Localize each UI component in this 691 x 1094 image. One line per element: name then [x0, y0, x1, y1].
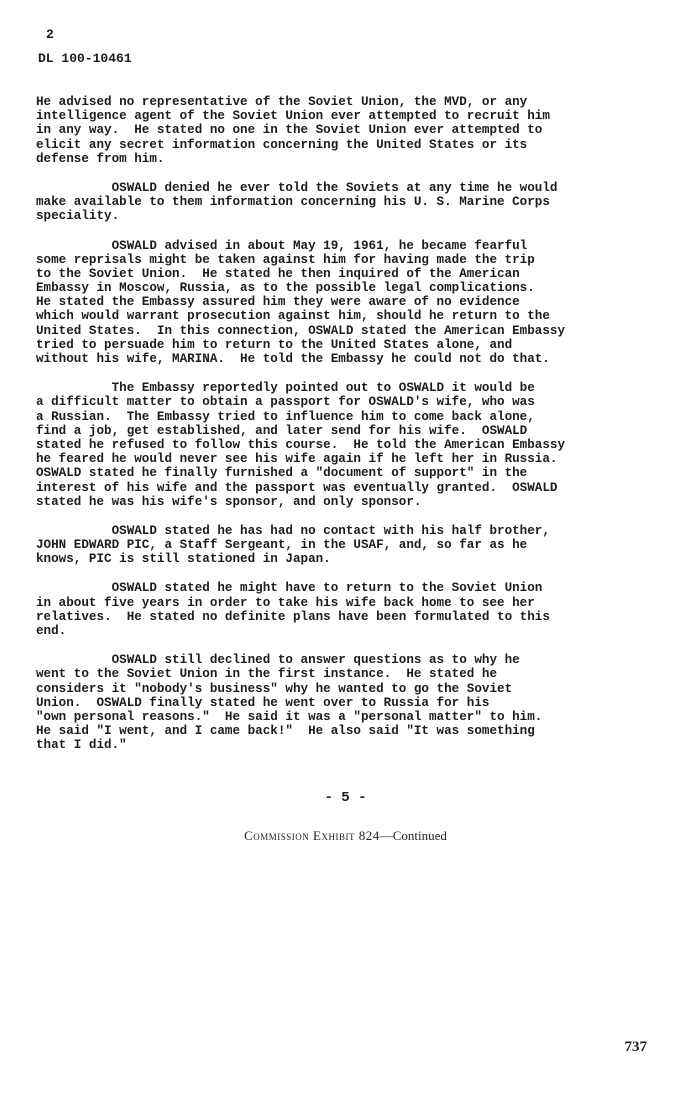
text-line: defense from him. — [36, 151, 165, 166]
paragraph — [36, 95, 656, 166]
text-line: that I did." — [36, 738, 127, 753]
text-line: in any way. He stated no one in the Soviet Union ever attempted to — [36, 123, 543, 138]
text-line: considers it "nobody's business" why he wanted to go the Soviet — [36, 681, 513, 696]
text-line: end. — [36, 624, 67, 638]
text-line: interest of his wife and the passport was eventually granted. OSWALD — [36, 480, 558, 495]
text-line: "own personal reasons." He said it was a "personal matter" to him. — [36, 709, 543, 724]
text-line: He stated the Embassy assured him they were aware of no evidence — [36, 295, 520, 310]
text-line: stated he refused to follow this course. He told the American Embassy — [36, 437, 566, 452]
exhibit-caption-suffix: —Continued — [379, 828, 447, 843]
text-line: some reprisals might be taken against him for having made the trip — [36, 252, 535, 267]
text-line: went to the Soviet Union in the first instance. He stated he — [36, 667, 498, 682]
text-line: relatives. He stated no definite plans have been formulated to this — [36, 609, 550, 624]
text-line: He advised no representative of the Soviet Union, the MVD, or any — [36, 95, 528, 109]
text-line: without his wife, MARINA. He told the Embassy he could not do that. — [36, 352, 550, 366]
text-line: OSWALD denied he ever told the Soviets at any time he would — [36, 180, 558, 195]
paragraph — [36, 381, 656, 509]
page-number-header: 2 — [46, 27, 54, 42]
text-line: Union. OSWALD finally stated he went over to Russia for his — [36, 695, 490, 710]
text-line: JOHN EDWARD PIC, a Staff Sergeant, in the USAF, and, so far as he — [36, 538, 528, 553]
text-line: OSWALD advised in about May 19, 1961, he became fearful — [36, 238, 528, 253]
paragraph — [36, 239, 656, 367]
text-line: a Russian. The Embassy tried to influence him to come back alone, — [36, 409, 535, 424]
paragraph — [36, 181, 656, 224]
text-line: a difficult matter to obtain a passport for OSWALD's wife, who was — [36, 395, 535, 410]
text-line: Embassy in Moscow, Russia, as to the possible legal complications. — [36, 281, 535, 296]
document-body — [36, 95, 656, 768]
text-line: He said "I went, and I came back!" He also said "It was something — [36, 724, 535, 739]
paragraph — [36, 524, 656, 567]
text-line: knows, PIC is still stationed in Japan. — [36, 552, 331, 567]
text-line: he feared he would never see his wife again if he left her in Russia. — [36, 452, 558, 467]
text-line: intelligence agent of the Soviet Union ever attempted to recruit him — [36, 109, 550, 124]
text-line: speciality. — [36, 209, 120, 224]
text-line: OSWALD stated he has had no contact with his half brother, — [36, 523, 550, 538]
text-line: United States. In this connection, OSWALD stated the American Embassy — [36, 323, 566, 338]
text-line: The Embassy reportedly pointed out to OSWALD it would be — [36, 381, 535, 396]
text-line: in about five years in order to take his wife back home to see her — [36, 595, 535, 610]
paragraph — [36, 581, 656, 638]
text-line: find a job, get established, and later send for his wife. OSWALD — [36, 423, 528, 438]
file-number: DL 100-10461 — [38, 51, 132, 66]
exhibit-caption-label: Commission Exhibit 824 — [244, 828, 380, 843]
text-line: tried to persuade him to return to the United States alone, and — [36, 337, 513, 352]
page-marker: - 5 - — [324, 790, 367, 806]
text-line: elicit any secret information concerning the United States or its — [36, 137, 528, 152]
text-line: OSWALD still declined to answer questions as to why he — [36, 653, 520, 668]
text-line: OSWALD stated he might have to return to the Soviet Union — [36, 581, 543, 596]
exhibit-caption — [0, 828, 691, 844]
text-line: OSWALD stated he finally furnished a "document of support" in the — [36, 466, 528, 481]
text-line: which would warrant prosecution against him, should he return to the — [36, 309, 550, 324]
text-line: stated he was his wife's sponsor, and only sponsor. — [36, 494, 422, 509]
folio-number: 737 — [624, 1039, 647, 1055]
paragraph — [36, 653, 656, 752]
text-line: to the Soviet Union. He stated he then inquired of the American — [36, 266, 520, 281]
text-line: make available to them information concerning his U. S. Marine Corps — [36, 195, 550, 210]
